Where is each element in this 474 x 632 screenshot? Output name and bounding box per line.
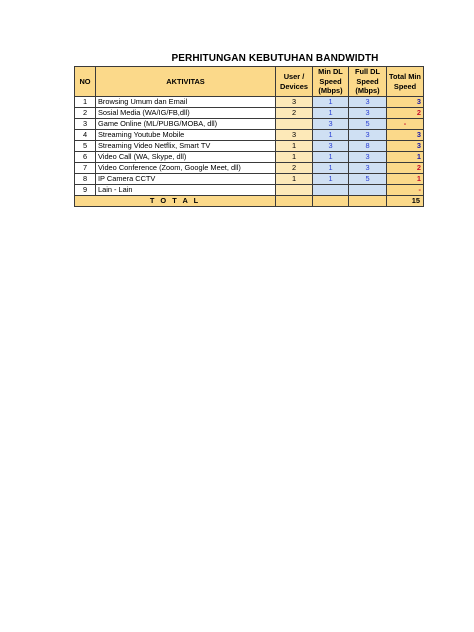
cell-users[interactable]: 1 [276,141,313,152]
cell-no[interactable]: 6 [75,152,96,163]
total-row [75,196,424,207]
cell-no[interactable]: 8 [75,174,96,185]
cell-full-dl[interactable]: 3 [349,97,387,108]
cell-total-min[interactable]: - [387,185,424,196]
table-row [75,174,424,185]
cell-min-dl[interactable]: 1 [313,174,349,185]
table-row [75,97,424,108]
header-aktivitas: AKTIVITAS [96,67,276,97]
cell-users[interactable]: 3 [276,130,313,141]
cell-min-dl[interactable]: 1 [313,108,349,119]
total-label: T O T A L [75,196,276,207]
header-total-min: Total Min Speed [387,67,424,97]
cell-full-dl[interactable] [349,185,387,196]
cell-aktivitas[interactable]: Sosial Media (WA/IG/FB,dll) [96,108,276,119]
cell-no[interactable]: 7 [75,163,96,174]
cell-total-min[interactable]: 1 [387,174,424,185]
table-row [75,130,424,141]
table-row [75,163,424,174]
cell-min-dl[interactable]: 1 [313,97,349,108]
cell-full-dl[interactable]: 3 [349,108,387,119]
table-row [75,119,424,130]
cell-users[interactable]: 1 [276,174,313,185]
table-row [75,152,424,163]
cell-total-min[interactable]: 3 [387,130,424,141]
cell-full-dl[interactable]: 5 [349,174,387,185]
cell-users[interactable] [276,185,313,196]
sheet-title: PERHITUNGAN KEBUTUHAN BANDWIDTH [171,53,379,64]
cell-users[interactable] [276,119,313,130]
cell-total-min[interactable]: - [387,119,424,130]
total-empty-users [276,196,313,207]
cell-min-dl[interactable] [313,185,349,196]
cell-full-dl[interactable]: 8 [349,141,387,152]
cell-total-min[interactable]: 2 [387,163,424,174]
cell-min-dl[interactable]: 3 [313,141,349,152]
cell-no[interactable]: 9 [75,185,96,196]
cell-users[interactable]: 2 [276,108,313,119]
table-header-row [75,67,424,97]
cell-aktivitas[interactable]: Streaming Youtube Mobile [96,130,276,141]
cell-aktivitas[interactable]: Browsing Umum dan Email [96,97,276,108]
cell-full-dl[interactable]: 5 [349,119,387,130]
header-full-dl: Full DL Speed (Mbps) [349,67,387,97]
bandwidth-table [74,66,424,207]
cell-no[interactable]: 2 [75,108,96,119]
header-no: NO [75,67,96,97]
cell-min-dl[interactable]: 1 [313,152,349,163]
total-empty-full [349,196,387,207]
cell-min-dl[interactable]: 1 [313,163,349,174]
cell-total-min[interactable]: 1 [387,152,424,163]
cell-aktivitas[interactable]: Video Conference (Zoom, Google Meet, dll) [96,163,276,174]
cell-aktivitas[interactable]: Streaming Video Netflix, Smart TV [96,141,276,152]
cell-total-min[interactable]: 3 [387,141,424,152]
cell-no[interactable]: 1 [75,97,96,108]
cell-min-dl[interactable]: 3 [313,119,349,130]
table-row [75,108,424,119]
cell-full-dl[interactable]: 3 [349,152,387,163]
total-empty-min [313,196,349,207]
header-min-dl: Min DL Speed (Mbps) [313,67,349,97]
cell-total-min[interactable]: 3 [387,97,424,108]
cell-no[interactable]: 3 [75,119,96,130]
total-value[interactable]: 15 [387,196,424,207]
cell-users[interactable]: 1 [276,152,313,163]
cell-aktivitas[interactable]: IP Camera CCTV [96,174,276,185]
cell-aktivitas[interactable]: Video Call (WA, Skype, dll) [96,152,276,163]
header-users: User / Devices [276,67,313,97]
cell-users[interactable]: 3 [276,97,313,108]
cell-full-dl[interactable]: 3 [349,163,387,174]
cell-min-dl[interactable]: 1 [313,130,349,141]
cell-aktivitas[interactable]: Game Online (ML/PUBG/MOBA, dll) [96,119,276,130]
cell-aktivitas[interactable]: Lain - Lain [96,185,276,196]
table-row [75,141,424,152]
cell-no[interactable]: 4 [75,130,96,141]
cell-users[interactable]: 2 [276,163,313,174]
cell-no[interactable]: 5 [75,141,96,152]
cell-full-dl[interactable]: 3 [349,130,387,141]
table-row [75,185,424,196]
cell-total-min[interactable]: 2 [387,108,424,119]
